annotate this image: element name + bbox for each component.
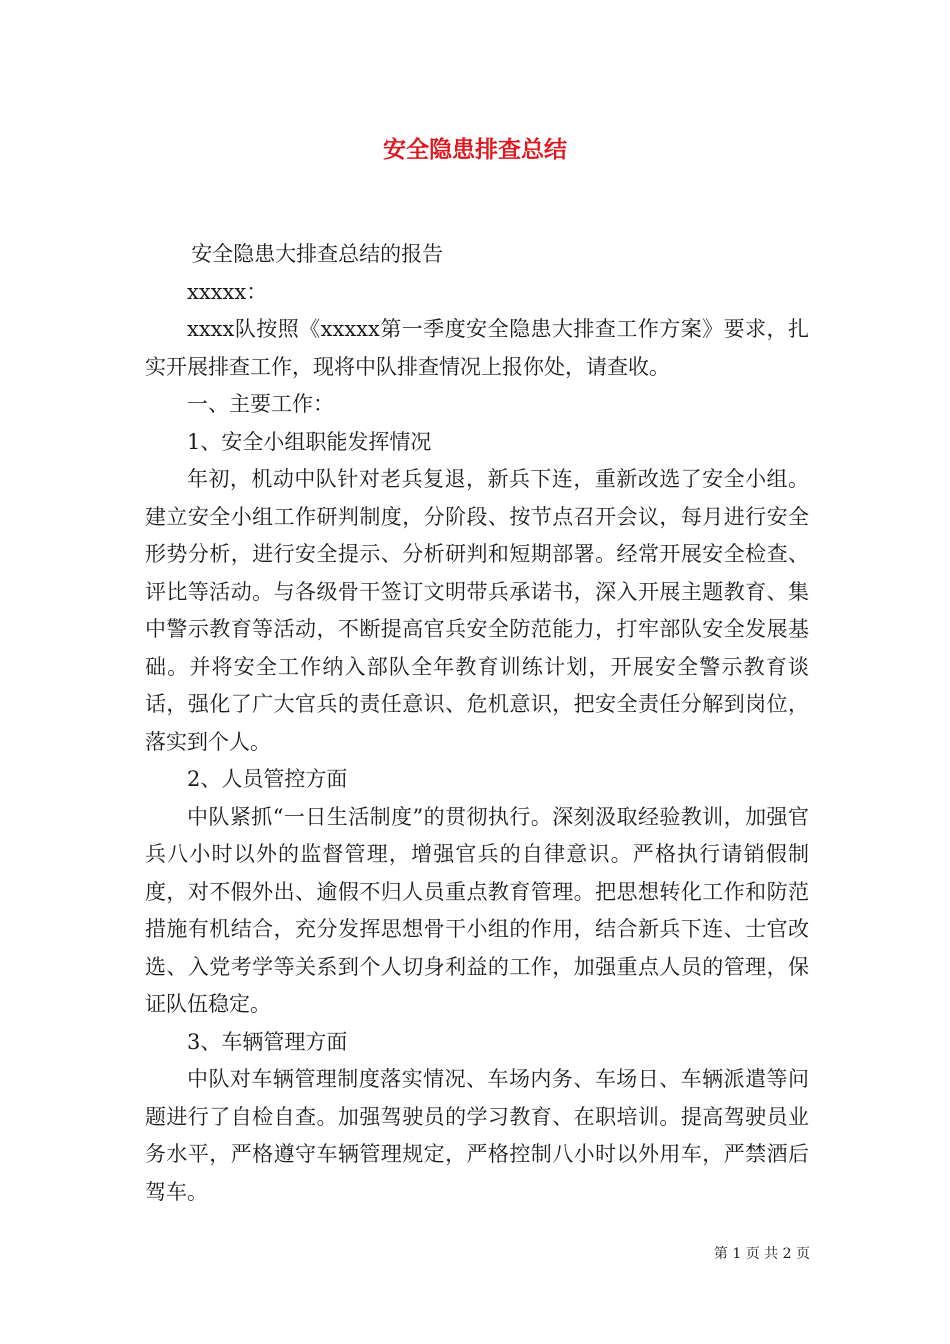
subheading-personnel-control: 2、人员管控方面 xyxy=(187,767,348,791)
document-body xyxy=(145,236,809,1211)
page-number-footer: 第 1 页 共 2 页 xyxy=(713,1246,810,1262)
subheading-vehicle-management: 3、车辆管理方面 xyxy=(187,1029,348,1054)
paragraph-safety-group: 年初，机动中队针对老兵复退，新兵下连，重新改选了安全小组。建立安全小组工作研判制度，分阶段、按节点召开会议，每月进行安全形势分析，进行安全提示、分析研判和短期部署。经常开展安全检查、评比等活动。与各级骨干签订文明带兵承诺书，深入开展主题教育、集中警示教育等活动，不断提高官兵安全防范能力，打牢部队安全发展基础。并将安全工作纳入部队全年教育训练计划，开展安全警示教育谈话，强化了广大官兵的责任意识、危机意识，把安全责任分解到岗位，落实到个人。 xyxy=(145,467,809,754)
subheading-safety-group: 1、安全小组职能发挥情况 xyxy=(187,429,432,454)
salutation: xxxxx： xyxy=(187,279,268,304)
paragraph-personnel-control: 中队紧抓“一日生活制度”的贯彻执行。深刻汲取经验教训，加强官兵八小时以外的监督管理，增强官兵的自律意识。严格执行请销假制度，对不假外出、逾假不归人员重点教育管理。把思想转化工作和防范措施有机结合，充分发挥思想骨干小组的作用，结合新兵下连、士官改选、入党考学等关系到个人切身利益的工作，加强重点人员的管理，保证队伍稳定。 xyxy=(145,804,809,1016)
document-title: 安全隐患排查总结 xyxy=(383,137,567,163)
section-heading-main-work: 一、主要工作： xyxy=(187,392,334,416)
report-heading: 安全隐患大排查总结的报告 xyxy=(191,242,444,266)
intro-paragraph: xxxx队按照《xxxxx第一季度安全隐患大排查工作方案》要求，扎实开展排查工作，现将中队排查情况上报你处，请查收。 xyxy=(145,317,809,379)
paragraph-vehicle-management: 中队对车辆管理制度落实情况、车场内务、车场日、车辆派遣等问题进行了自检自查。加强驾驶员的学习教育、在职培训。提高驾驶员业务水平，严格遵守车辆管理规定，严格控制八小时以外用车，严禁酒后驾车。 xyxy=(145,1067,809,1204)
